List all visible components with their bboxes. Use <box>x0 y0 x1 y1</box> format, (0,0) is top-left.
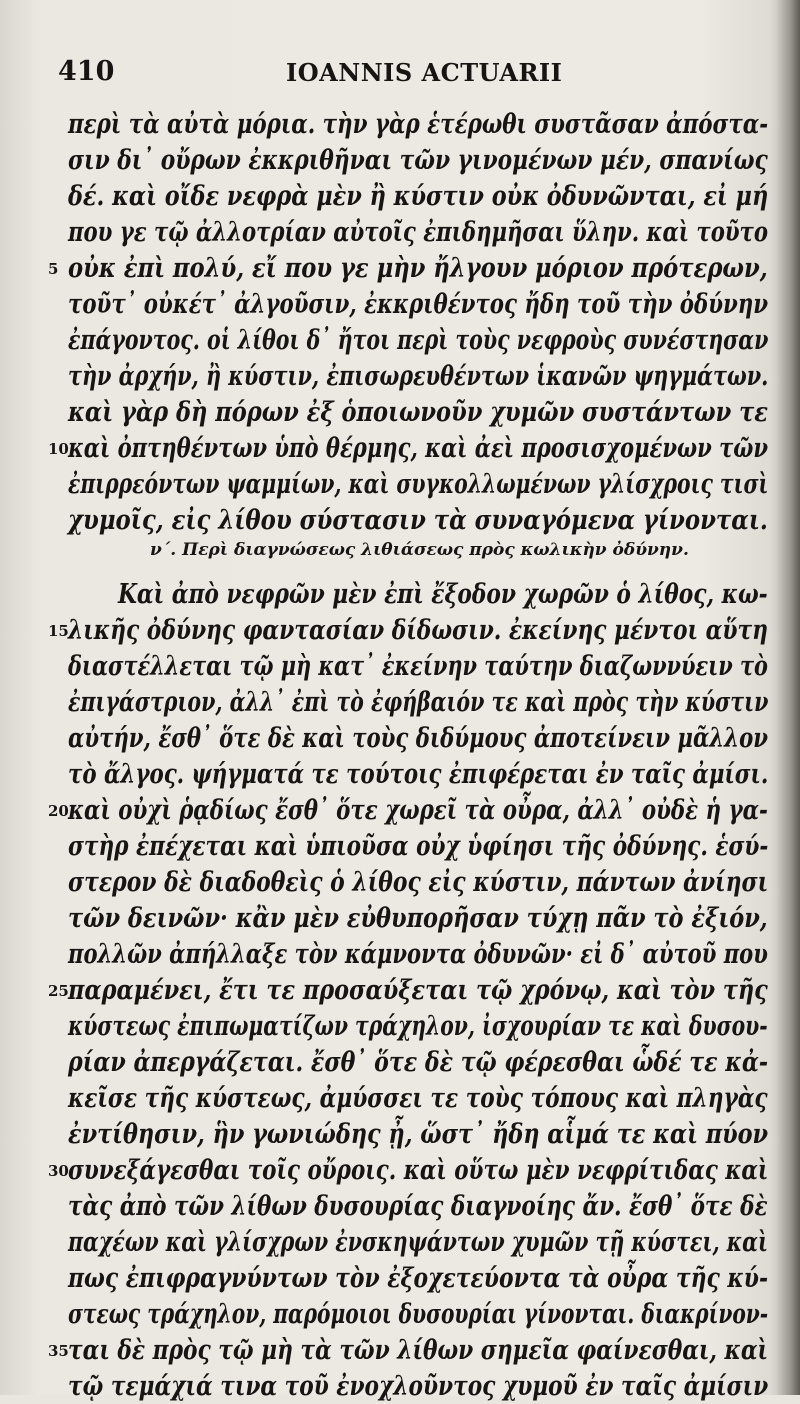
running-head: IOANNIS ACTUARII <box>286 58 563 87</box>
text-line: δέ. καὶ οἴδε νεφρὰ μὲν ἢ κύστιν οὐκ ὀδυνῶνται, εἰ μή <box>68 181 769 212</box>
text-line: καὶ γὰρ δὴ πόρων ἐξ ὁποιωνοῦν χυμῶν συστάντων τε <box>68 397 768 428</box>
section-heading: ν΄. Περὶ διαγνώσεως λιθιάσεως πρὸς κωλικὴν ὀδύνην. <box>150 540 689 560</box>
page-number: 410 <box>58 56 115 87</box>
text-line: οὐκ ἐπὶ πολύ, εἴ που γε μὴν ἤλγουν μόριον πρότερων, <box>68 253 768 284</box>
text-line: χυμοῖς, εἰς λίθου σύστασιν τὰ συναγόμενα γίνονται. <box>68 505 768 536</box>
text-line: τὴν ἀρχήν, ἢ κύστιν, ἐπισωρευθέντων ἱκανῶν ψηγμάτων. <box>68 361 769 392</box>
text-line: κεῖσε τῆς κύστεως, ἀμύσσει τε τοὺς τόπους καὶ πληγὰς <box>68 1083 768 1114</box>
line-number: 35 <box>48 1342 69 1360</box>
text-line: στεως τράχηλον, παρόμοιοι δυσουρίαι γίνονται. διακρίνον- <box>68 1299 769 1330</box>
text-line: τῷ τεμάχιά τινα τοῦ ἐνοχλοῦντος χυμοῦ ἐν ταῖς ἀμίσιν <box>68 1371 769 1402</box>
text-line: που γε τῷ ἀλλοτρίαν αὐτοῖς ἐπιδημῆσαι ὕλην. καὶ τοῦτο <box>68 217 768 248</box>
text-line: καὶ οὐχὶ ῥᾳδίως ἔσθ᾽ ὅτε χωρεῖ τὰ οὖρα, ἀλλ᾽ οὐδὲ ἡ γα- <box>68 795 768 826</box>
text-line: διαστέλλεται τῷ μὴ κατ᾽ ἐκείνην ταύτην διαζωννύειν τὸ <box>68 651 768 682</box>
page-edge-shadow <box>776 0 800 1395</box>
text-line: στερον δὲ διαδοθεὶς ὁ λίθος εἰς κύστιν, πάντων ἀνίησι <box>68 867 769 898</box>
text-line: καὶ ὀπτηθέντων ὑπὸ θέρμης, καὶ ἀεὶ προσισχομένων τῶν <box>68 433 768 464</box>
line-number: 10 <box>48 440 69 458</box>
line-number: 20 <box>48 802 69 820</box>
text-line: παραμένει, ἔτι τε προσαύξεται τῷ χρόνῳ, καὶ τὸν τῆς <box>68 975 768 1006</box>
text-line: συνεξάγεσθαι τοῖς οὔροις. καὶ οὕτω μὲν νεφρίτιδας καὶ <box>68 1155 769 1186</box>
text-line: ἐπάγοντος. οἱ λίθοι δ᾽ ἤτοι περὶ τοὺς νεφροὺς συνέστησαν <box>68 325 769 356</box>
page-header <box>58 56 758 96</box>
text-line: ται δὲ πρὸς τῷ μὴ τὰ τῶν λίθων σημεῖα φαίνεσθαι, καὶ <box>68 1335 769 1366</box>
text-line: ἐπιγάστριον, ἀλλ᾽ ἐπὶ τὸ ἐφήβαιόν τε καὶ πρὸς τὴν κύστιν <box>68 687 769 718</box>
line-number: 5 <box>48 260 59 278</box>
text-line: κύστεως ἐπιπωματίζων τράχηλον, ἰσχουρίαν τε καὶ δυσου- <box>68 1011 768 1042</box>
text-line: ρίαν ἀπεργάζεται. ἔσθ᾽ ὅτε δὲ τῷ φέρεσθαι ὧδέ τε κἀ- <box>68 1047 769 1078</box>
text-line: ἐντίθησιν, ἣν γωνιώδης ᾖ, ὥστ᾽ ἤδη αἷμά τε καὶ πύον <box>68 1119 769 1150</box>
text-line: ἐπιρρεόντων ψαμμίων, καὶ συγκολλωμένων γλίσχροις τισὶ <box>68 469 769 500</box>
text-line: τὸ ἄλγος. ψήγματά τε τούτοις ἐπιφέρεται ἐν ταῖς ἀμίσι. <box>68 759 769 790</box>
text-line: λικῆς ὀδύνης φαντασίαν δίδωσιν. ἐκείνης μέντοι αὕτη <box>68 615 768 646</box>
text-line: Καὶ ἀπὸ νεφρῶν μὲν ἐπὶ ἔξοδον χωρῶν ὁ λίθος, κω- <box>118 579 768 610</box>
text-line: τὰς ἀπὸ τῶν λίθων δυσουρίας διαγνοίης ἄν. ἔσθ᾽ ὅτε δὲ <box>68 1191 768 1222</box>
text-line: πως ἐπιφραγνύντων τὸν ἐξοχετεύοντα τὰ οὖρα τῆς κύ- <box>68 1263 769 1294</box>
text-line: αὐτήν, ἔσθ᾽ ὅτε δὲ καὶ τοὺς διδύμους ἀποτείνειν μᾶλλον <box>68 723 768 754</box>
text-line: παχέων καὶ γλίσχρων ἐνσκηψάντων χυμῶν τῇ κύστει, καὶ <box>68 1227 768 1258</box>
line-number: 30 <box>48 1162 69 1180</box>
text-line: σιν δι᾽ οὔρων ἐκκριθῆναι τῶν γινομένων μέν, σπανίως <box>68 145 768 176</box>
line-number: 15 <box>48 622 69 640</box>
text-line: τῶν δεινῶν· κἂν μὲν εὐθυπορῆσαν τύχῃ πᾶν τὸ ἐξιόν, <box>68 903 768 934</box>
text-line: τοῦτ᾽ οὐκέτ᾽ ἀλγοῦσιν, ἐκκριθέντος ἤδη τοῦ τὴν ὀδύνην <box>68 289 769 320</box>
line-number: 25 <box>48 982 69 1000</box>
text-line: περὶ τὰ αὐτὰ μόρια. τὴν γὰρ ἑτέρωθι συστᾶσαν ἀπόστα- <box>68 109 769 140</box>
text-line: πολλῶν ἀπήλλαξε τὸν κάμνοντα ὀδυνῶν· εἰ δ᾽ αὐτοῦ που <box>68 939 768 970</box>
text-line: στὴρ ἐπέχεται καὶ ὑπιοῦσα οὐχ ὑφίησι τῆς ὀδύνης. ἑσύ- <box>68 831 769 862</box>
